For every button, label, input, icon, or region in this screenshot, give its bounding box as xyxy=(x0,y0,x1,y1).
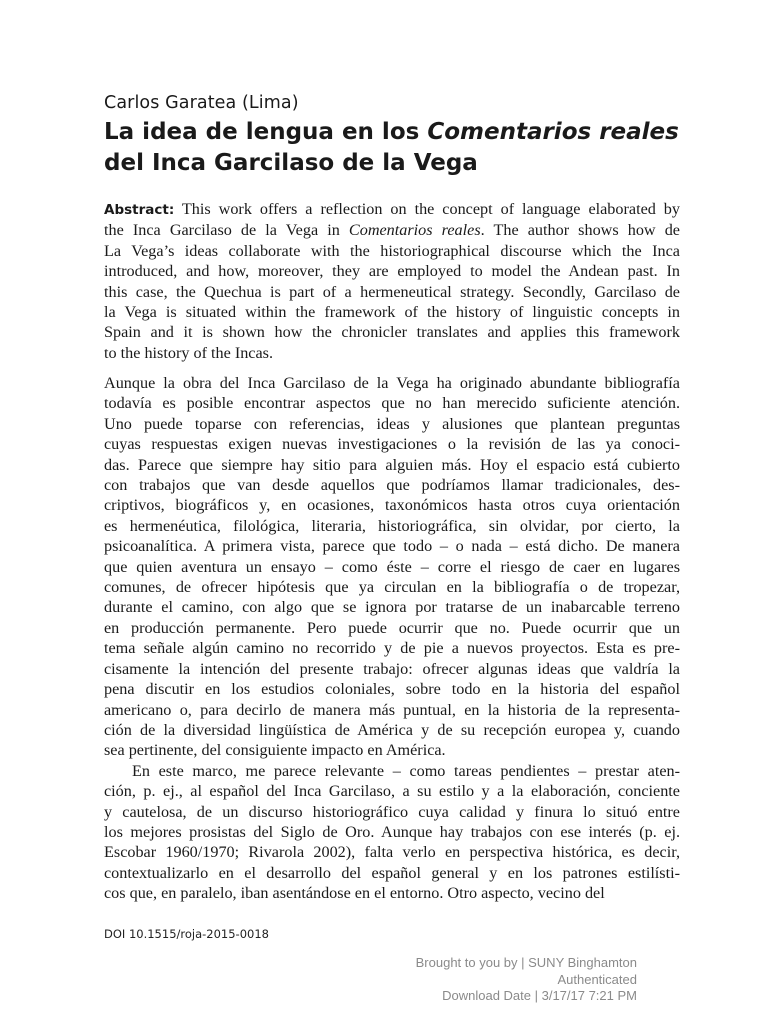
abstract-line: this case, the Quechua is part of a hermeneutical strategy. Secondly, Garcilaso de xyxy=(104,282,680,301)
text-line: americano o, para decirlo de manera más puntual, en la historia de la representa- xyxy=(104,700,680,719)
text-line: es hermenéutica, filológica, literaria, historiográfica, sin olvidar, por cierto, la xyxy=(104,516,680,535)
access-notice xyxy=(416,955,637,1005)
abstract-line: La Vega’s ideas collaborate with the historiographical discourse which the Inca xyxy=(104,241,680,260)
abstract-line: Spain and it is shown how the chronicler translates and applies this framework xyxy=(104,323,680,342)
text-line: Escobar 1960/1970; Rivarola 2002), falta verlo en perspectiva histórica, es decir, xyxy=(104,843,680,862)
text-line: tema señale algún camino no recorrido y de pie a nuevos proyectos. Esta es pre- xyxy=(104,639,680,658)
title-text: La idea de lengua en los xyxy=(104,119,428,145)
text-line: cuyas respuestas exigen nuevas investigaciones o la revisión de las ya conoci- xyxy=(104,435,680,454)
text-line: En este marco, me parece relevante – como tareas pendientes – prestar aten- xyxy=(132,761,680,780)
text-line: Uno puede toparse con referencias, ideas y alusiones que plantean preguntas xyxy=(104,414,680,433)
title-italic-text: Comentarios reales xyxy=(427,119,679,145)
paragraph-2 xyxy=(104,761,680,904)
main-text xyxy=(104,373,680,904)
text-line: con trabajos que van desde aquellos que podríamos llamar tradicionales, des- xyxy=(104,476,680,495)
text-line: Aunque la obra del Inca Garcilaso de la Vega ha originado abundante bibliografía xyxy=(104,374,680,392)
abstract-line: introduced, and how, moreover, they are employed to model the Andean past. In xyxy=(104,262,680,281)
abstract-line: la Vega is situated within the framework of the history of linguistic concepts in xyxy=(104,303,680,322)
text-line: ción de la diversidad lingüística de América y de su recepción europea y, cuando xyxy=(104,720,680,739)
text-line: criptivos, biográficos y, en ocasiones, taxonómicos hasta otros cuya orientación xyxy=(104,496,680,515)
abstract-line: Abstract: This work offers a reflection on the concept of language elaborated by xyxy=(104,200,680,218)
abstract xyxy=(104,199,680,363)
text-line: durante el camino, con algo que se ignora por tratarse de un inabarcable terreno xyxy=(104,598,680,617)
text-line: das. Parece que siempre hay sitio para alguien más. Hoy el espacio está cubierto xyxy=(104,455,680,474)
abstract-line: to the history of the Incas. xyxy=(104,343,274,362)
author-name: Carlos Garatea (Lima) xyxy=(104,93,299,113)
abstract-italic-title: Comentarios reales xyxy=(348,221,481,240)
text-line: psicoanalítica. A primera vista, parece que todo – o nada – está dicho. De manera xyxy=(104,537,680,556)
access-line: Brought to you by | SUNY Binghamton xyxy=(415,955,637,970)
text-line: contextualizarlo en el desarrollo del español general y en los patrones estilísti- xyxy=(104,863,680,882)
access-line: Download Date | 3/17/17 7:21 PM xyxy=(442,988,637,1003)
text-line: que quien aventura un ensayo – como éste – corre el riesgo de caer en lugares xyxy=(104,557,680,576)
title-line-2: del Inca Garcilaso de la Vega xyxy=(104,150,478,176)
text-line: sea pertinente, del consiguiente impacto en América. xyxy=(104,741,446,760)
access-line: Authenticated xyxy=(557,971,637,987)
paragraph-1 xyxy=(104,373,680,761)
doi: DOI 10.1515/roja-2015-0018 xyxy=(104,927,269,941)
text-line: pena discutir en los estudios coloniales, sobre todo en la historia del español xyxy=(104,680,680,699)
text-line: cos que, en paralelo, iban asentándose en el entorno. Otro aspecto, vecino del xyxy=(104,884,605,903)
article-title xyxy=(104,117,704,179)
abstract-line: the Inca Garcilaso de la Vega in Comentarios reales. The author shows how de xyxy=(104,221,680,240)
abstract-label: Abstract: xyxy=(104,202,175,218)
text-line: en producción permanente. Pero puede ocurrir que no. Puede ocurrir que un xyxy=(104,618,680,637)
text-line: cisamente la intención del presente trabajo: ofrecer algunas ideas que valdría la xyxy=(104,659,680,678)
text-line: ción, p. ej., al español del Inca Garcilaso, a su estilo y a la elaboración, conciente xyxy=(104,782,680,801)
text-line: todavía es posible encontrar aspectos que no han merecido suficiente atención. xyxy=(104,394,680,413)
text-line: y cautelosa, de un discurso historiográfico cuya calidad y finura lo situó entre xyxy=(104,802,680,821)
title-line-1 xyxy=(104,117,704,148)
text-line: los mejores prosistas del Siglo de Oro. Aunque hay trabajos con ese interés (p. ej. xyxy=(104,822,680,841)
text-line: comunes, de ofrecer hipótesis que ya circulan en la bibliografía o de tropezar, xyxy=(104,578,680,597)
